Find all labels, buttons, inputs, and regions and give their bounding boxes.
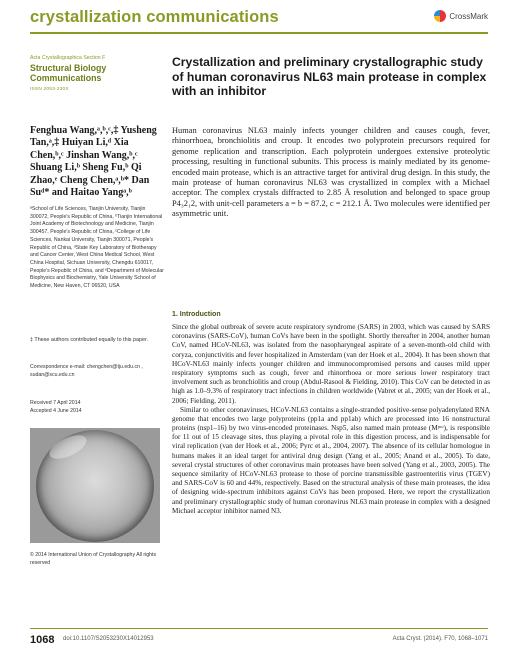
crystal-drop-image	[30, 428, 160, 543]
crossmark-label: CrossMark	[449, 11, 488, 21]
doi-link[interactable]: doi:10.1107/S2053230X14012953	[63, 636, 154, 642]
page-footer	[30, 628, 488, 646]
accepted-date: Accepted 4 June 2014	[30, 407, 82, 414]
received-date: Received 7 April 2014	[30, 400, 81, 406]
journal-header	[30, 8, 488, 34]
section-small-label: Acta Crystallographica Section F	[30, 55, 106, 61]
affiliations: ᵃSchool of Life Sciences, Tianjin University, Tianjin 300072, People's Republic of China, ᵇTianjin International Joint Academy of Biotechnology and Medicine, Tianjin 300457, People's Republic of China, ᶜCollege of Life Sciences, Nankai University, Tianjin 300071, People's Republic of China, ᵈState Key Laboratory of Biotherapy and Cancer Center, West China Medical School, West China Hospital, Sichuan University, Chengdu 610017, People's Republic of China, and ᵉDepartment of Molecular Biophysics and Biochemistry, Yale University School of Medicine, New Haven, CT 06520, USA	[30, 206, 164, 290]
author-list: Fenghua Wang,ᵃ,ᵇ,ᶜ,‡ Yusheng Tan,ᵃ,‡ Huiyan Li,ᵈ Xia Chen,ᵇ,ᶜ Jinshan Wang,ᵇ,ᶜ Shuang Li,ᵇ Sheng Fu,ᵇ Qi Zhao,ᵉ Cheng Chen,ᵃ,ᵇ* Dan Suᵈ* and Haitao Yangᵃ,ᵇ	[30, 125, 157, 199]
journal-citation: Acta Cryst. (2014). F70, 1068–1071	[392, 636, 488, 642]
crossmark-icon	[434, 10, 446, 22]
article-dates	[30, 400, 165, 415]
abstract: Human coronavirus NL63 mainly infects younger children and causes cough, fever, rhinorrhoea, bronchiolitis and croup. It encodes two polyprotein precursors required for genome replication and transcription. Each polyprotein undergoes extensive proteolytic processing, resulting in functional subunits. This process is mainly mediated by its genome-encoded main protease, which is an attractive target for antiviral drug design. In this study, the main protease of human coronavirus NL63 was crystallized in complex with a Michael acceptor. The complex crystals diffracted to 2.85 Å resolution and belonged to space group P4₃2₁2, with unit-cell parameters a = b = 87.2, c = 212.1 Å. Two molecules were identified per asymmetric unit.	[172, 126, 490, 219]
introduction-body	[172, 323, 490, 516]
introduction-heading: 1. Introduction	[172, 311, 221, 318]
article-title: Crystallization and preliminary crystallographic study of human coronavirus NL63 main protease in complex with an inhibitor	[172, 55, 487, 99]
journal-name: crystallization communications	[30, 8, 279, 26]
equal-contribution-footnote: ‡ These authors contributed equally to this paper.	[30, 337, 148, 343]
section-name: Structural Biology Communications	[30, 63, 107, 83]
intro-paragraph-2: Similar to other coronaviruses, HCoV-NL63 contains a single-stranded positive-sense polyadenylated RNA genome that encodes two large polyproteins (pp1a and pp1ab) which are processed into 16 nonstructural proteins (nsp1–16) by two virus-encoded proteinases. Nsp5, also named main protease (Mᵖʳᵒ), is responsible for 11 out of 15 cleavage sites, thus playing a pivotal role in this digestion process, and is indispensable for viral replication (van der Hoek et al., 2006; Pyrc et al., 2004, 2007). The absence of its cellular homologue in humans makes it an ideal target for antiviral drug design (Yang et al., 2005; Anand et al., 2005). To date, several crystal structures of other coronavirus main proteases have been solved (Yang et al., 2003, 2005). The sequence similarity of HCoV-NL63 protease to those of porcine transmissible gastroenteritis virus (TGEV) and SARS-CoV is 60 and 44%, respectively. Based on the structural analysis of these main proteases, the idea of designing wide-spectrum inhibitors against CoVs has been proposed. Here, we report the crystallization and preliminary crystallographic study of human coronavirus NL63 main protease in complex with a designed Michael acceptor inhibitor named N3.	[172, 405, 490, 515]
copyright-notice: © 2014 International Union of Crystallography All rights reserved	[30, 552, 157, 566]
intro-paragraph-1: Since the global outbreak of severe acute respiratory syndrome (SARS) in 2003, which was caused by SARS coronavirus (SARS-CoV), human CoVs have been in the spotlight. Shortly thereafter in 2004, another human CoV, named HCoV-NL63, was isolated from the nasopharyngeal aspirate of a seven-month-old child with coryza, conjunctivitis and fever hospitalized in Amsterdam (van der Hoek et al., 2004). It has been shown that HCoV-NL63 mainly infects younger children and immunocompromised persons and causes mild upper respiratory symptoms such as cough, fever and rhinorrhoea or more serious lower respiratory tract involvement such as bronchiolitis and croup (Abdul-Rasool & Fielding, 2010). This CoV can be detected in as high as 1.0–9.3% of respiratory tract infections in children worldwide (Vabret et al., 2005; van der Hoek et al., 2006; Fielding, 2011).	[172, 323, 490, 405]
correspondence-email[interactable]: Correspondence e-mail: chengchen@tju.edu.cn , sudan@scu.edu.cn	[30, 364, 143, 378]
crossmark-badge[interactable]	[434, 10, 488, 22]
page-number: 1068	[30, 634, 55, 646]
issn: ISSN 2053-230X	[30, 87, 69, 92]
